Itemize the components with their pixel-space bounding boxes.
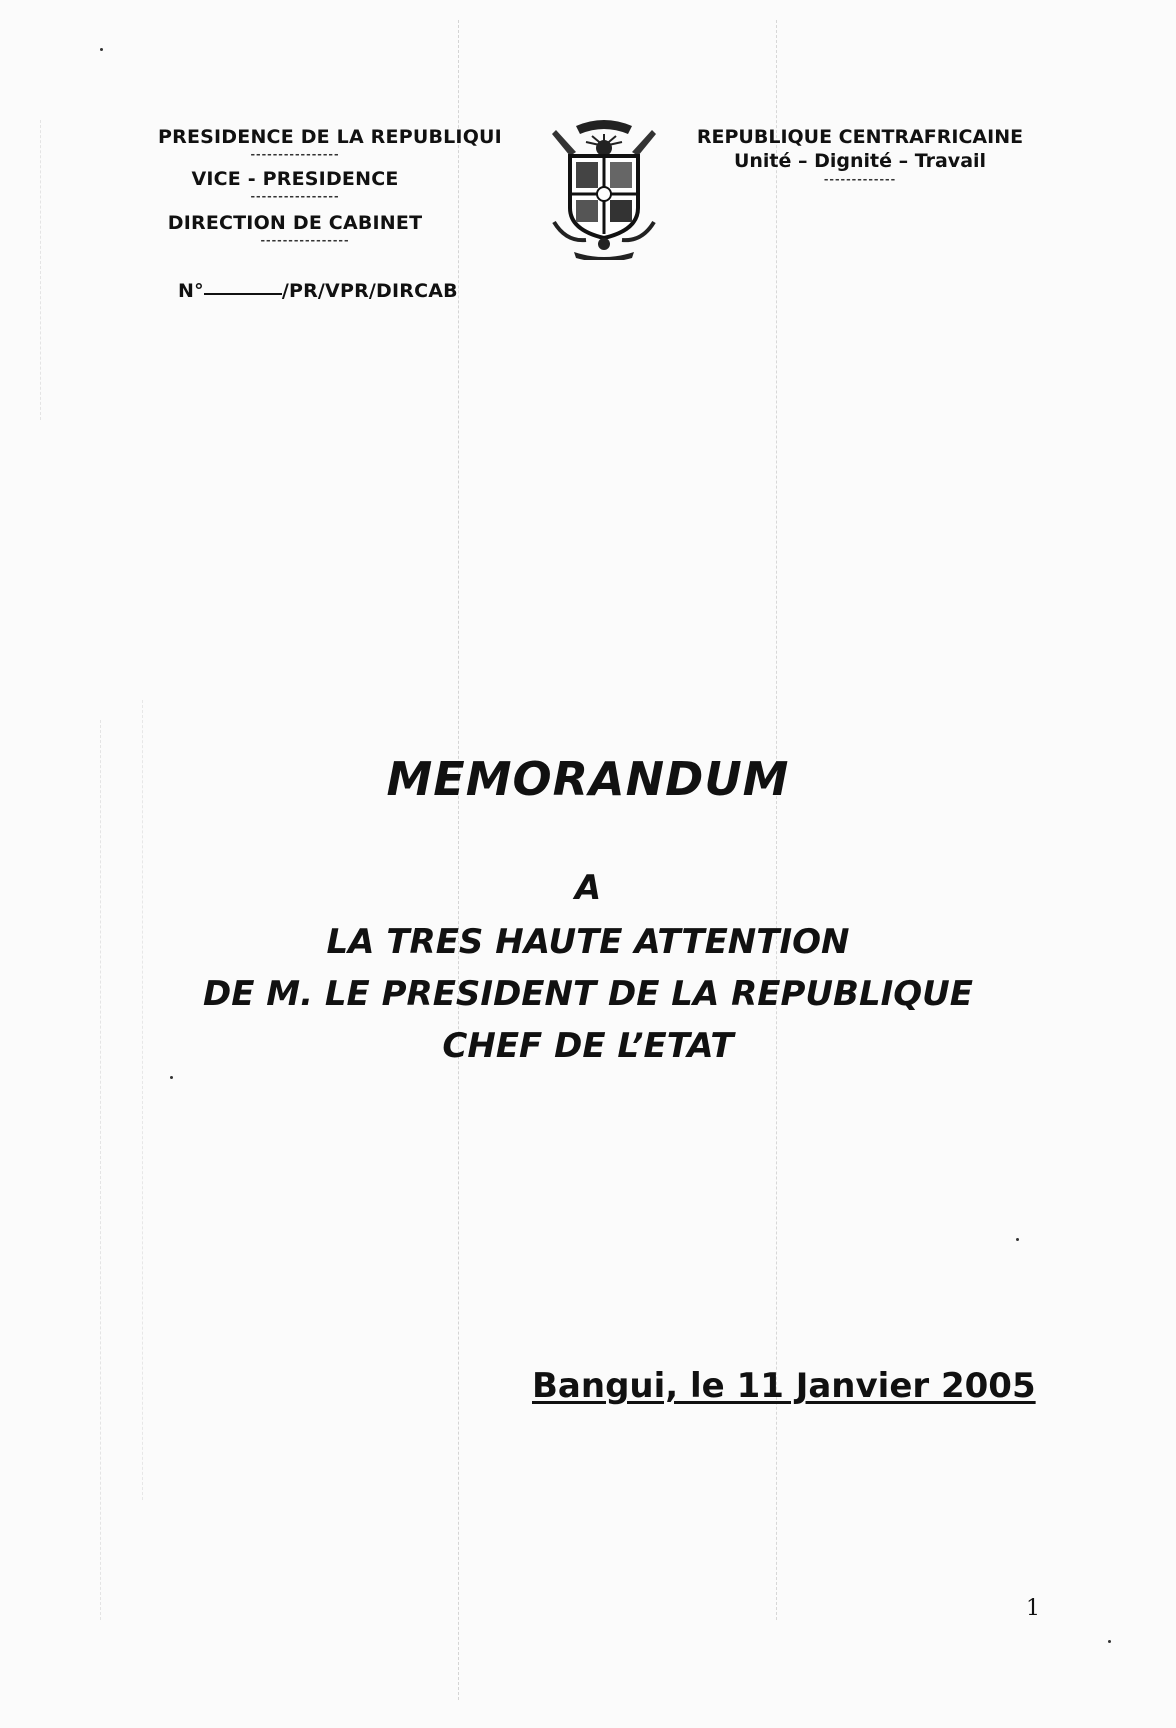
reference-suffix: /PR/VPR/DIRCAB (281, 280, 458, 302)
scan-fold-line (100, 720, 101, 1620)
page-number: 1 (1026, 1596, 1040, 1621)
addressee-line-1: LA TRES HAUTE ATTENTION (326, 922, 850, 962)
addressee-line-3: CHEF DE L’ETAT (442, 1026, 734, 1066)
issuer-vice-presidency: VICE - PRESIDENCE (191, 168, 399, 190)
issuer-header (150, 126, 510, 302)
header-separator: ---------------- (260, 234, 350, 247)
reference-number (178, 280, 458, 302)
header-separator: ------------- (823, 173, 897, 186)
scan-fold-line (458, 20, 459, 1700)
national-motto: Unité – Dignité – Travail (733, 150, 987, 172)
document-title: MEMORANDUM (386, 752, 790, 806)
addressee-preposition: A (574, 868, 602, 908)
addressee-line-2: DE M. LE PRESIDENT DE LA REPUBLIQUE (203, 974, 973, 1014)
country-name: REPUBLIQUE CENTRAFRICAINE (696, 126, 1024, 148)
scan-speck (170, 1076, 173, 1079)
scan-speck (100, 48, 103, 51)
header-separator: ---------------- (250, 190, 340, 203)
scan-speck (1016, 1238, 1019, 1241)
scan-speck (1108, 1640, 1111, 1643)
scan-fold-line (40, 120, 41, 420)
addressee-block (0, 916, 1176, 1072)
coat-of-arms-icon (546, 112, 662, 260)
document-date: Bangui, le 11 Janvier 2005 (532, 1366, 1036, 1406)
reference-prefix: N° (178, 280, 204, 302)
scan-fold-line (142, 700, 143, 1500)
header-separator: ---------------- (250, 148, 340, 161)
issuer-presidency: PRESIDENCE DE LA REPUBLIQUI (158, 126, 502, 148)
country-header (680, 126, 1040, 188)
reference-blank (204, 293, 282, 295)
issuer-direction: DIRECTION DE CABINET (167, 212, 423, 234)
